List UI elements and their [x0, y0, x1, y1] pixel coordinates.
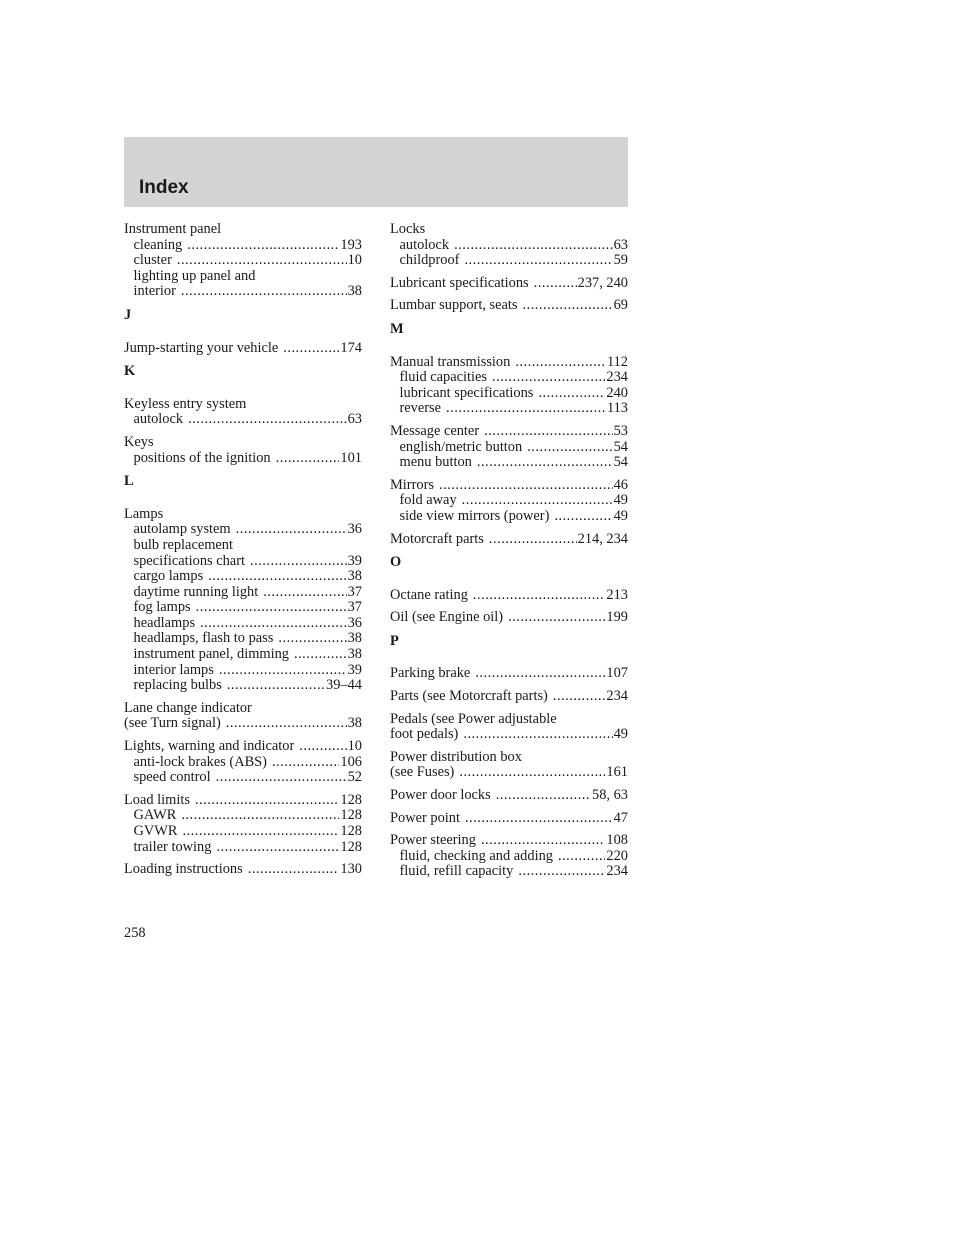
dot-leader — [236, 522, 347, 538]
entry-text: Lane change indicator — [124, 699, 252, 716]
index-section-letter: M — [390, 320, 404, 337]
index-subentry-line — [124, 238, 362, 254]
dot-leader — [527, 440, 612, 456]
page-reference: 69 — [613, 297, 628, 314]
index-entry — [390, 276, 628, 292]
dot-leader — [283, 341, 339, 357]
page-reference: 128 — [340, 823, 362, 839]
dot-leader — [263, 585, 346, 601]
dot-leader — [439, 478, 613, 494]
page-reference: 49 — [613, 507, 628, 524]
entry-text: fold away — [399, 492, 457, 509]
index-entry-line — [390, 478, 628, 494]
index-entry — [390, 424, 628, 471]
index-subentry-line — [390, 253, 628, 269]
page-reference: 214, 234 — [577, 530, 628, 547]
index-entry — [124, 701, 362, 732]
page-reference: 52 — [347, 769, 362, 786]
entry-text: (see Turn signal) — [124, 715, 221, 732]
page-reference: 161 — [606, 764, 628, 781]
entry-text: reverse — [399, 400, 442, 417]
entry-text: lighting up panel and — [133, 267, 256, 284]
index-subentry-line — [390, 509, 628, 525]
entry-text: Load limits — [124, 791, 190, 808]
page-reference: 174 — [340, 339, 362, 356]
dot-leader — [299, 739, 346, 755]
index-subentry-line — [124, 554, 362, 570]
entry-text: childproof — [399, 252, 460, 269]
entry-text: Manual transmission — [390, 353, 511, 370]
entry-text: autolock — [133, 411, 184, 428]
page-reference: 54 — [613, 454, 628, 471]
index-entry — [124, 507, 362, 694]
dot-leader — [226, 716, 347, 732]
index-entry-line — [390, 689, 628, 705]
dot-leader — [481, 833, 605, 849]
entry-text: lubricant specifications — [399, 384, 534, 401]
index-entry-line — [124, 716, 362, 732]
index-subentry-line — [390, 864, 628, 880]
page-reference: 107 — [606, 665, 628, 682]
dot-leader — [462, 493, 613, 509]
index-entry — [390, 588, 628, 604]
index-subentry-line — [124, 284, 362, 300]
index-entry — [390, 610, 628, 626]
index-section-letter: L — [124, 473, 134, 490]
index-subentry-line — [124, 569, 362, 585]
page-reference: 38 — [347, 715, 362, 732]
index-subentry-line — [124, 663, 362, 679]
index-entry — [390, 532, 628, 548]
dot-leader — [558, 849, 605, 865]
index-subentry-line — [124, 840, 362, 856]
page-reference: 106 — [340, 753, 362, 770]
dot-leader — [278, 631, 346, 647]
page-reference: 234 — [606, 863, 628, 880]
dot-leader — [459, 765, 605, 781]
index-subentry-line — [390, 455, 628, 471]
page-reference: 54 — [613, 438, 628, 455]
index-entry-line — [390, 532, 628, 548]
index-section-letter: K — [124, 363, 136, 380]
page-reference: 37 — [347, 599, 362, 616]
dot-leader — [276, 451, 340, 467]
index-subentry-line — [124, 269, 362, 285]
page-reference: 237, 240 — [577, 274, 628, 291]
index-entry — [124, 397, 362, 428]
entry-text: side view mirrors (power) — [399, 507, 550, 524]
index-subentry-line — [124, 616, 362, 632]
index-entry-line — [390, 610, 628, 626]
dot-leader — [477, 455, 613, 471]
entry-text: Power point — [390, 809, 460, 826]
index-entry-line — [390, 222, 628, 238]
index-entry-line — [124, 507, 362, 523]
page-reference: 234 — [606, 688, 628, 705]
index-entry-line — [124, 862, 362, 878]
dot-leader — [196, 600, 347, 616]
index-subentry-line — [124, 808, 362, 824]
index-subentry-line — [124, 600, 362, 616]
entry-text: instrument panel, dimming — [133, 646, 289, 663]
index-entry-line — [390, 424, 628, 440]
entry-text: cargo lamps — [133, 568, 204, 585]
dot-leader — [181, 808, 339, 824]
page-reference: 108 — [606, 832, 628, 849]
index-entry — [390, 666, 628, 682]
page-reference: 36 — [347, 521, 362, 538]
dot-leader — [208, 569, 346, 585]
dot-leader — [250, 554, 347, 570]
index-entry-line — [390, 727, 628, 743]
dot-leader — [181, 284, 347, 300]
index-entry — [390, 750, 628, 781]
entry-text: Lights, warning and indicator — [124, 738, 295, 755]
dot-leader — [200, 616, 347, 632]
entry-text: Power door locks — [390, 787, 491, 804]
page-reference: 49 — [613, 492, 628, 509]
index-subentry-line — [124, 538, 362, 554]
entry-text: daytime running light — [133, 583, 259, 600]
dot-leader — [534, 276, 577, 292]
dot-leader — [484, 424, 613, 440]
index-entry — [390, 222, 628, 269]
index-subentry-line — [390, 401, 628, 417]
index-entry — [124, 435, 362, 466]
dot-leader — [248, 862, 340, 878]
index-subentry-line — [124, 253, 362, 269]
index-subentry-line — [124, 678, 362, 694]
index-subentry-line — [124, 824, 362, 840]
entry-text: Power distribution box — [390, 748, 522, 765]
page-reference: 38 — [347, 283, 362, 300]
index-subentry-line — [390, 493, 628, 509]
index-entry-line — [124, 793, 362, 809]
entry-text: Keys — [124, 433, 154, 450]
entry-text: fog lamps — [133, 599, 191, 616]
entry-text: headlamps, flash to pass — [133, 630, 274, 647]
entry-text: replacing bulbs — [133, 677, 222, 694]
index-subentry-line — [390, 238, 628, 254]
index-entry-line — [124, 701, 362, 717]
dot-leader — [182, 824, 339, 840]
index-entry — [124, 341, 362, 357]
page-reference: 46 — [613, 476, 628, 493]
entry-text: Parking brake — [390, 665, 471, 682]
index-entry-line — [390, 712, 628, 728]
page-reference: 38 — [347, 630, 362, 647]
entry-text: Message center — [390, 422, 480, 439]
page-reference: 59 — [613, 252, 628, 269]
index-subentry-line — [124, 647, 362, 663]
index-subentry-line — [124, 631, 362, 647]
page-reference: 58, 63 — [592, 787, 628, 804]
index-entry-line — [390, 811, 628, 827]
dot-leader — [489, 532, 577, 548]
index-section-letter: O — [390, 554, 402, 571]
entry-text: speed control — [133, 769, 211, 786]
index-entry — [390, 355, 628, 417]
dot-leader — [446, 401, 606, 417]
page-reference: 128 — [340, 807, 362, 824]
entry-text: Pedals (see Power adjustable — [390, 710, 557, 727]
entry-text: english/metric button — [399, 438, 523, 455]
dot-leader — [227, 678, 325, 694]
page-reference: 49 — [613, 726, 628, 743]
page-reference: 234 — [606, 369, 628, 386]
entry-spacer — [124, 428, 362, 435]
index-subentry-line — [390, 440, 628, 456]
index-entry — [390, 833, 628, 880]
entry-text: GVWR — [133, 823, 178, 839]
dot-leader — [188, 412, 347, 428]
page-reference: 10 — [347, 738, 362, 755]
index-subentry-line — [390, 849, 628, 865]
dot-leader — [538, 386, 605, 402]
dot-leader — [554, 509, 612, 525]
page-reference: 101 — [340, 449, 362, 466]
entry-text: Lamps — [124, 505, 164, 522]
page-reference: 213 — [606, 586, 628, 603]
entry-text: Oil (see Engine oil) — [390, 609, 504, 626]
index-entry-line — [390, 666, 628, 682]
page-reference: 36 — [347, 614, 362, 631]
entry-text: anti-lock brakes (ABS) — [133, 753, 267, 770]
page-reference: 39 — [347, 661, 362, 678]
page-reference: 39–44 — [326, 677, 362, 694]
dot-leader — [496, 788, 591, 804]
index-subentry-line — [124, 770, 362, 786]
dot-leader — [216, 840, 339, 856]
entry-text: bulb replacement — [133, 536, 233, 553]
entry-text: fluid capacities — [399, 369, 488, 386]
page-reference: 37 — [347, 583, 362, 600]
page-reference: 240 — [606, 384, 628, 401]
page-reference: 128 — [340, 791, 362, 808]
entry-text: headlamps — [133, 614, 196, 631]
dot-leader — [454, 238, 613, 254]
entry-text: trailer towing — [133, 838, 212, 855]
page-reference: 220 — [606, 847, 628, 864]
index-entry — [124, 222, 362, 300]
dot-leader — [553, 689, 606, 705]
index-entry — [390, 712, 628, 743]
entry-text: Power steering — [390, 832, 476, 849]
index-subentry-line — [124, 585, 362, 601]
dot-leader — [518, 864, 605, 880]
dot-leader — [515, 355, 606, 371]
page-reference: 113 — [606, 400, 628, 417]
index-entry-line — [390, 788, 628, 804]
index-entry-line — [390, 588, 628, 604]
index-entry — [124, 793, 362, 855]
index-entry-line — [390, 355, 628, 371]
index-entry-line — [390, 765, 628, 781]
dot-leader — [195, 793, 339, 809]
page-reference: 63 — [347, 411, 362, 428]
page-reference: 10 — [347, 252, 362, 269]
dot-leader — [177, 253, 347, 269]
page-reference: 47 — [613, 809, 628, 826]
entry-text: Jump-starting your vehicle — [124, 339, 279, 356]
index-entry — [390, 788, 628, 804]
index-entry-line — [124, 739, 362, 755]
dot-leader — [465, 811, 613, 827]
entry-text: GAWR — [133, 807, 177, 824]
page-reference: 199 — [606, 609, 628, 626]
dot-leader — [492, 370, 605, 386]
dot-leader — [473, 588, 605, 604]
entry-text: fluid, checking and adding — [399, 847, 553, 864]
index-header-banner — [124, 137, 628, 207]
entry-text: Instrument panel — [124, 221, 222, 237]
page-number: 258 — [124, 925, 146, 941]
entry-text: positions of the ignition — [133, 449, 271, 466]
index-entry — [390, 689, 628, 705]
entry-text: interior — [133, 283, 176, 300]
page-reference: 193 — [340, 236, 362, 253]
page-reference: 53 — [613, 422, 628, 439]
dot-leader — [187, 238, 339, 254]
entry-text: Keyless entry system — [124, 395, 247, 412]
dot-leader — [463, 727, 612, 743]
index-entry — [124, 862, 362, 878]
entry-text: foot pedals) — [390, 726, 459, 743]
dot-leader — [294, 647, 347, 663]
page-title: Index — [139, 177, 189, 198]
index-entry-line — [390, 298, 628, 314]
index-column-right — [390, 222, 628, 880]
dot-leader — [216, 770, 347, 786]
entry-text: Motorcraft parts — [390, 530, 484, 547]
entry-text: (see Fuses) — [390, 764, 455, 781]
index-column-left — [124, 222, 362, 878]
page-reference: 38 — [347, 568, 362, 585]
index-entry-line — [390, 750, 628, 766]
index-entry — [390, 811, 628, 827]
index-entry — [124, 739, 362, 786]
index-entry — [390, 478, 628, 525]
entry-text: specifications chart — [133, 552, 245, 569]
entry-text: Locks — [390, 221, 426, 237]
entry-text: cluster — [133, 252, 172, 269]
entry-text: menu button — [399, 454, 472, 471]
page-reference: 128 — [340, 838, 362, 855]
entry-text: autolamp system — [133, 521, 231, 538]
index-entry — [390, 298, 628, 314]
index-entry-line — [390, 276, 628, 292]
entry-text: Lubricant specifications — [390, 274, 529, 291]
entry-text: interior lamps — [133, 661, 214, 678]
index-entry-line — [124, 222, 362, 238]
index-subentry-line — [390, 386, 628, 402]
page-reference: 63 — [613, 236, 628, 253]
entry-text: Loading instructions — [124, 861, 243, 878]
index-subentry-line — [390, 370, 628, 386]
page-reference: 39 — [347, 552, 362, 569]
index-section-letter: J — [124, 306, 132, 323]
entry-text: Octane rating — [390, 586, 468, 603]
index-subentry-line — [124, 755, 362, 771]
entry-text: autolock — [399, 236, 450, 253]
dot-leader — [523, 298, 613, 314]
entry-text: Parts (see Motorcraft parts) — [390, 688, 548, 705]
index-subentry-line — [124, 412, 362, 428]
dot-leader — [464, 253, 612, 269]
entry-text: cleaning — [133, 236, 183, 253]
index-entry-line — [124, 435, 362, 451]
entry-text: Mirrors — [390, 476, 434, 493]
dot-leader — [475, 666, 605, 682]
page-reference: 130 — [340, 861, 362, 878]
page-reference: 38 — [347, 646, 362, 663]
index-entry-line — [390, 833, 628, 849]
index-entry-line — [124, 397, 362, 413]
dot-leader — [272, 755, 339, 771]
page-reference: 112 — [606, 353, 628, 370]
index-section-letter: P — [390, 632, 399, 649]
dot-leader — [508, 610, 605, 626]
index-subentry-line — [124, 522, 362, 538]
index-subentry-line — [124, 451, 362, 467]
index-entry-line — [124, 341, 362, 357]
entry-text: fluid, refill capacity — [399, 863, 514, 880]
dot-leader — [219, 663, 347, 679]
entry-text: Lumbar support, seats — [390, 297, 518, 314]
